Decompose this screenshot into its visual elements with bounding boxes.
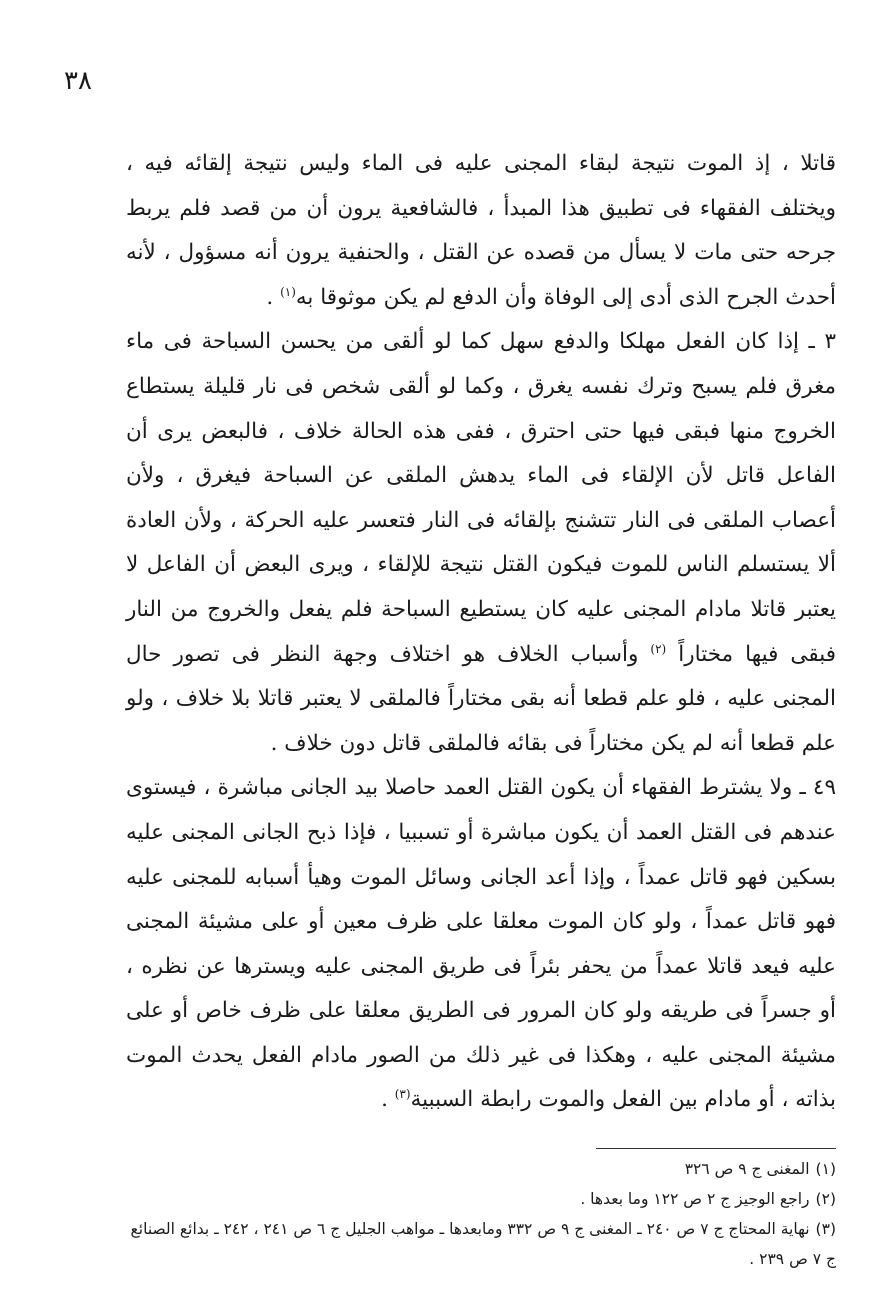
footnote-2-text: راجع الوجيز ج ٢ ص ١٢٢ وما بعدها . (580, 1190, 810, 1208)
paragraph-1-text: قاتلا ، إذ الموت نتيجة لبقاء المجنى عليه فى الماء وليس نتيجة إلقائه فيه ، ويختلف الفقهاء فى تطبيق هذا المبدأ ، فالشافعية يرون أن من قصد فلم يربط جرحه حتى مات لا يسأل من قصده عن القتل ، والحنفية يرون أنه مسؤول ، لأنه أحدث الجرح الذى أدى إلى الوفاة وأن الدفع لم يكن موثوقا به (126, 151, 836, 310)
footnote-1 (126, 1154, 836, 1184)
footnote-2 (126, 1184, 836, 1214)
paragraph-1 (126, 142, 836, 320)
footnote-ref-2[interactable]: (٢) (650, 641, 667, 656)
footnote-divider (596, 1148, 836, 1149)
footnote-3 (126, 1214, 836, 1274)
page-number: ٣٨ (64, 66, 92, 96)
footnote-2-number: (٢) (815, 1190, 836, 1208)
footnote-3-number: (٣) (815, 1220, 836, 1238)
footnote-3-text: نهاية المحتاج ج ٧ ص ٢٤٠ ـ المغنى ج ٩ ص ٣٣٢ ومابعدها ـ مواهب الجليل ج ٦ ص ٢٤١ ، ٢٤٢ ـ بدائع الصنائع ج ٧ ص ٢٣٩ . (130, 1220, 836, 1268)
paragraph-2-cont: وأسباب الخلاف هو اختلاف وجهة النظر فى تصور حال المجنى عليه ، فلو علم قطعا أنه بقى مختاراً فالملقى لا يعتبر قاتلا بلا خلاف ، ولو علم قطعا أنه لم يكن مختاراً فى بقائه فالملقى قاتل دون خلاف . (126, 641, 836, 756)
footnote-ref-3[interactable]: (٣) (394, 1087, 411, 1102)
paragraph-2-text: ٣ ـ إذا كان الفعل مهلكا والدفع سهل كما لو ألقى من يحسن السباحة فى ماء مغرق فلم يسبح وترك نفسه يغرق ، وكما لو ألقى شخص فى نار قليلة يستطاع الخروج منها فبقى فيها حتى احترق ، ففى هذه الحالة خلاف ، فالبعض يرى أن الفاعل قاتل لأن الإلقاء فى الماء يدهش الملقى عن السباحة فيغرق ، ولأن أعصاب الملقى فى النار تتشنج بإلقائه فى النار فتعسر عليه الحركة ، ولأن العادة ألا يستسلم الناس للموت فيكون القتل نتيجة للإلقاء ، ويرى البعض أن الفاعل لا يعتبر قاتلا مادام المجنى عليه كان يستطيع السباحة فلم يفعل والخروج من النار فبقى فيها مختاراً (126, 329, 836, 667)
footnote-1-text: المغنى ج ٩ ص ٣٢٦ (684, 1160, 810, 1178)
footnotes (126, 1154, 836, 1274)
paragraph-1-end: . (266, 284, 281, 310)
footnote-1-number: (١) (815, 1160, 836, 1178)
paragraph-3-text: ٤٩ ـ ولا يشترط الفقهاء أن يكون القتل العمد حاصلا بيد الجانى مباشرة ، فيستوى عندهم فى القتل العمد أن يكون مباشرة أو تسببيا ، فإذا ذبح الجانى المجنى عليه بسكين فهو قاتل عمداً ، وإذا أعد الجانى وسائل الموت وهيأ أسبابه للمجنى عليه فهو قاتل عمداً ، ولو كان الموت معلقا على ظرف معين أو على مشيئة المجنى عليه فيعد قاتلا عمداً من يحفر بئراً فى طريق المجنى عليه ويسترها عن نظره ، أو جسراً فى طريقه ولو كان المرور فى الطريق معلقا على ظرف خاص أو على مشيئة المجنى عليه ، وهكذا فى غير ذلك من الصور مادام الفعل يحدث الموت بذاته ، أو مادام بين الفعل والموت رابطة السببية (126, 775, 836, 1113)
body-text (126, 142, 836, 1123)
footnote-ref-1[interactable]: (١) (280, 284, 296, 299)
paragraph-3-end: . (381, 1087, 395, 1113)
paragraph-2 (126, 320, 836, 766)
paragraph-3 (126, 766, 836, 1123)
